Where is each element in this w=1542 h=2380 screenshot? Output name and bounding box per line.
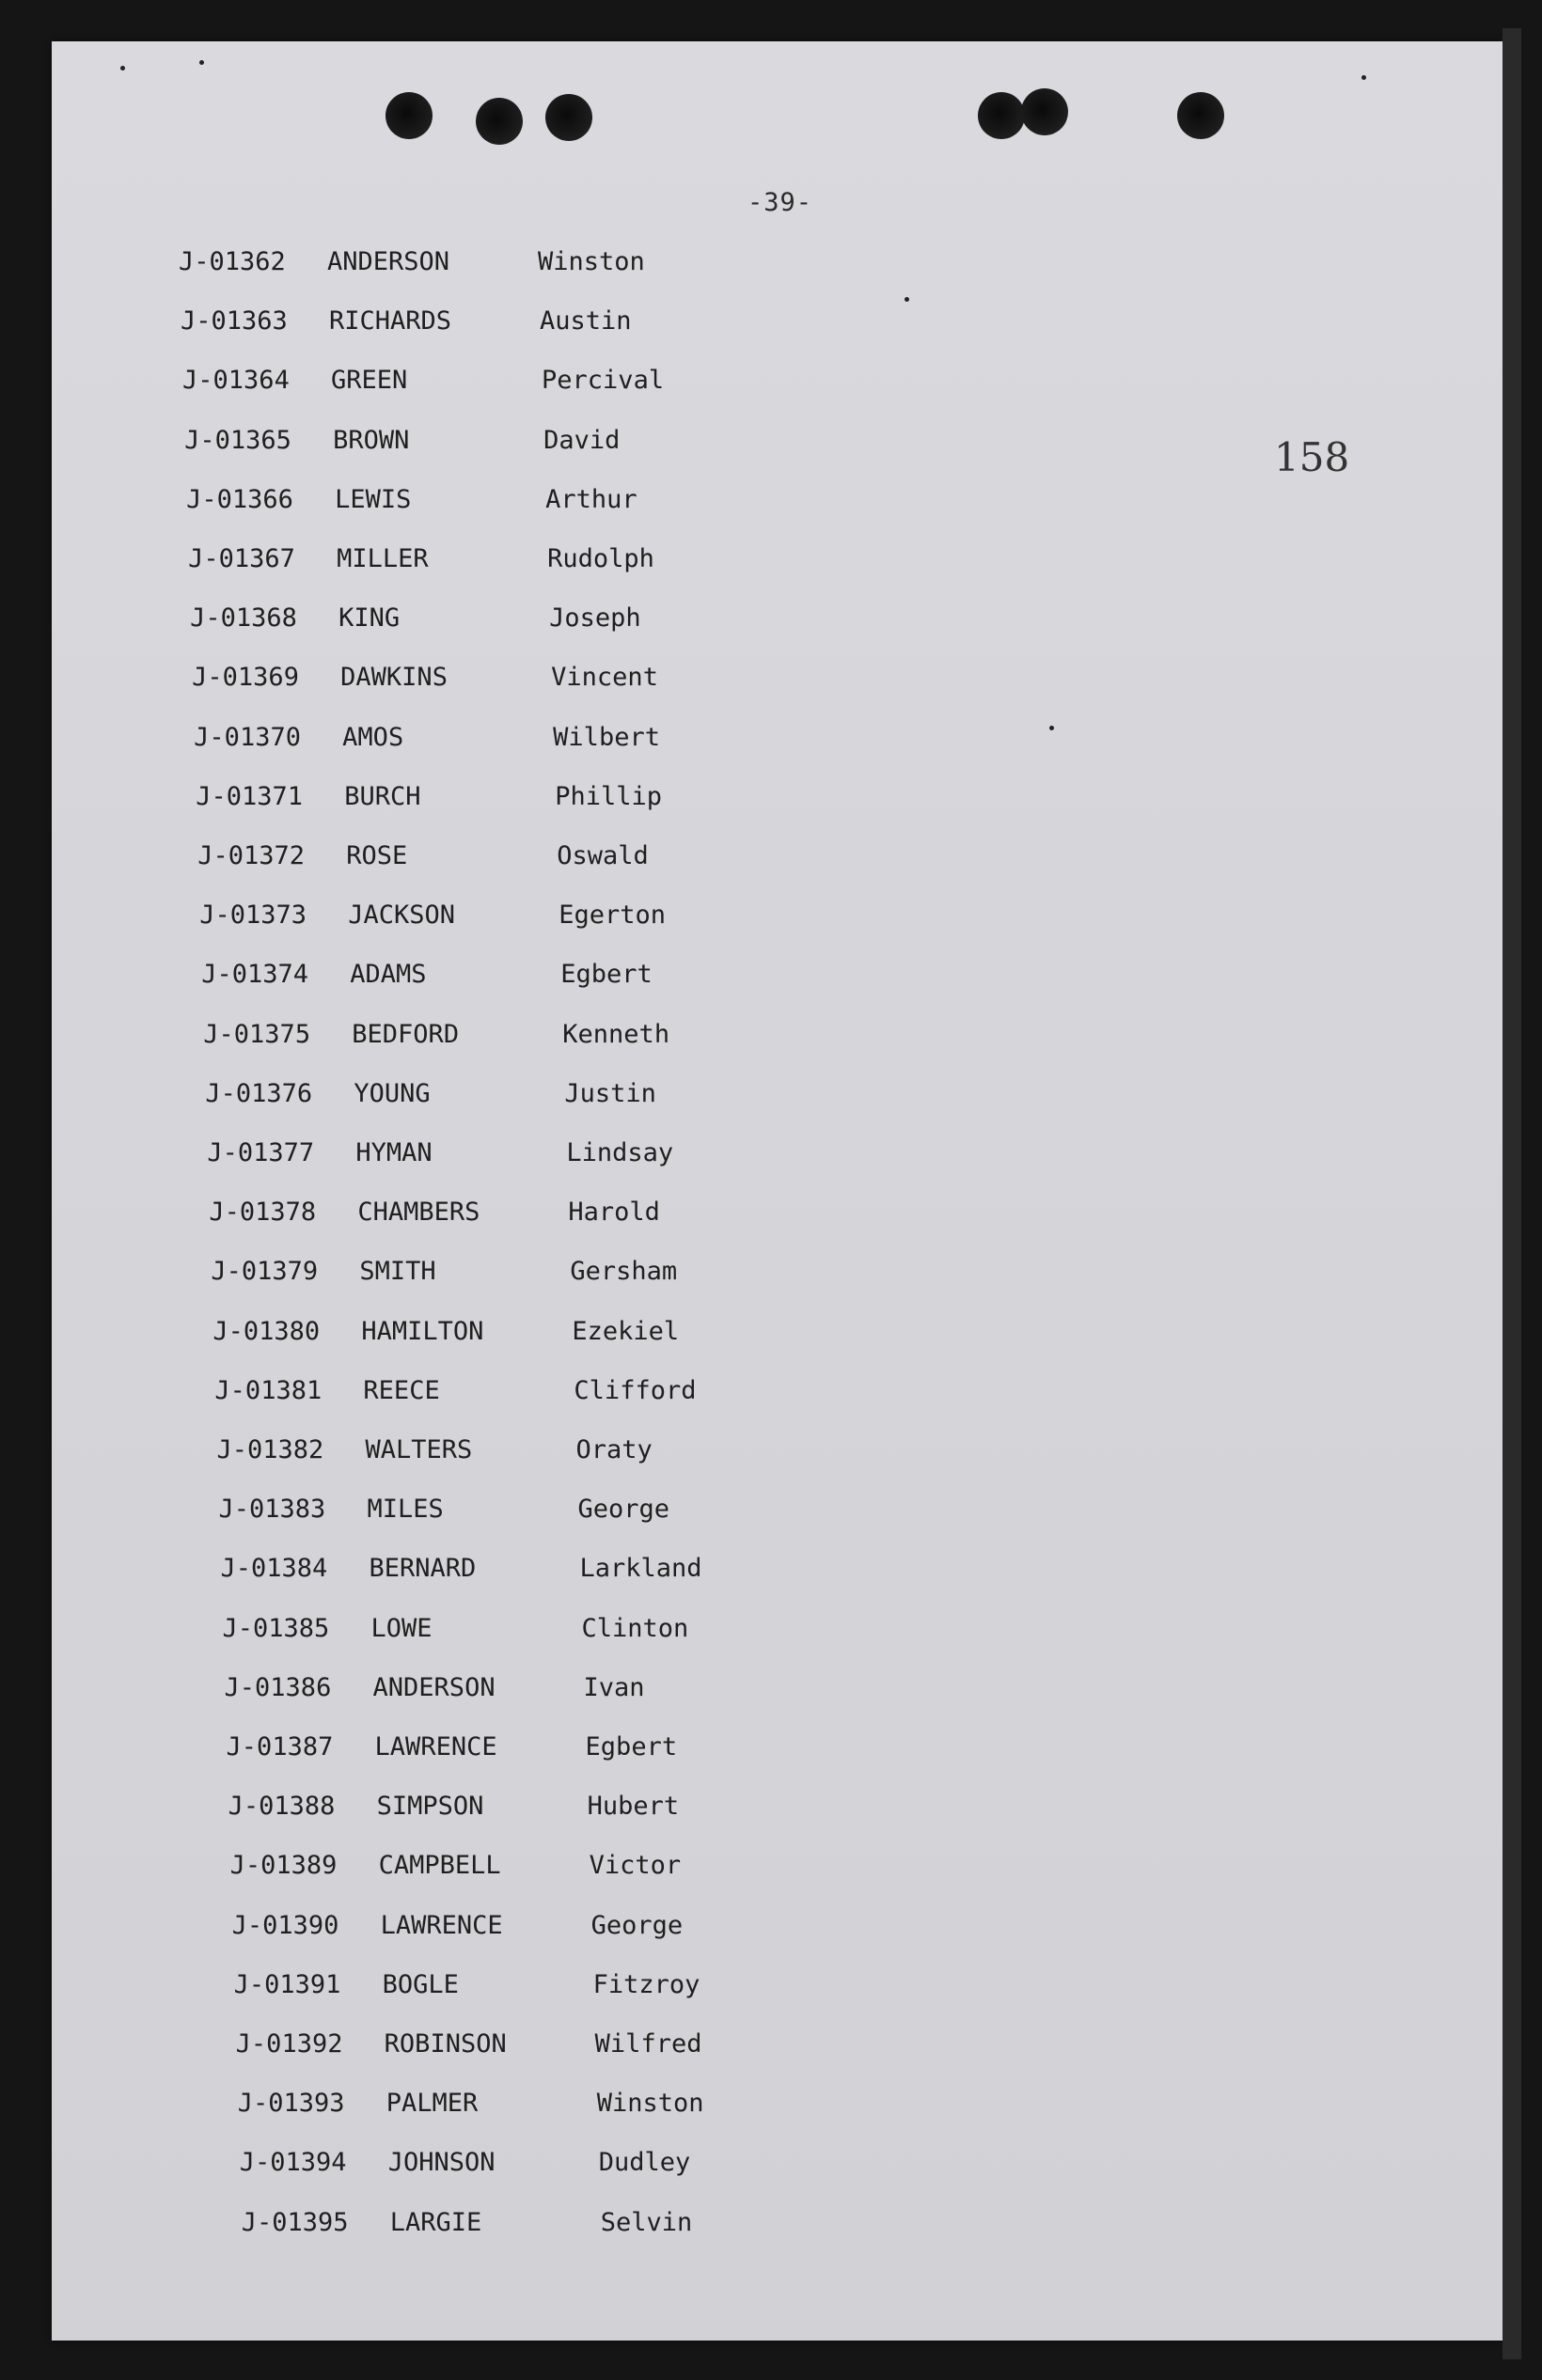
record-given-name: Ivan: [583, 1672, 645, 1702]
record-surname: HYMAN: [355, 1138, 433, 1167]
record-surname: CAMPBELL: [378, 1851, 501, 1881]
record-id: J-01362: [179, 247, 286, 276]
record-surname: JOHNSON: [387, 2148, 496, 2178]
record-surname: LOWE: [370, 1613, 433, 1643]
record-given-name: David: [543, 425, 621, 455]
record-surname: BEDFORD: [352, 1019, 460, 1049]
record-given-name: Clinton: [581, 1613, 689, 1643]
record-surname: LAWRENCE: [380, 1910, 503, 1940]
record-given-name: Austin: [540, 306, 632, 337]
record-id: J-01394: [239, 2148, 347, 2178]
record-id: J-01376: [205, 1078, 313, 1108]
record-given-name: George: [577, 1495, 670, 1525]
record-id: J-01364: [182, 366, 290, 396]
record-id: J-01371: [196, 781, 303, 811]
record-id: J-01387: [226, 1732, 334, 1762]
record-given-name: Rudolph: [547, 544, 654, 573]
record-id: J-01384: [220, 1554, 328, 1584]
record-id: J-01382: [216, 1435, 324, 1464]
record-id: J-01367: [188, 544, 295, 573]
record-id: J-01372: [197, 841, 306, 870]
record-given-name: Selvin: [600, 2207, 693, 2237]
record-given-name: Joseph: [549, 603, 641, 634]
record-given-name: Winston: [538, 247, 645, 276]
record-surname: ROBINSON: [384, 2029, 507, 2059]
record-id: J-01392: [235, 2029, 343, 2059]
record-surname: LAWRENCE: [374, 1732, 497, 1762]
record-given-name: Ezekiel: [572, 1316, 680, 1346]
record-surname: MILES: [367, 1495, 444, 1525]
record-id: J-01370: [194, 722, 301, 752]
record-id: J-01389: [229, 1851, 338, 1881]
record-given-name: Dudley: [598, 2148, 691, 2178]
record-surname: SIMPSON: [376, 1792, 484, 1822]
page-number: -39-: [747, 188, 813, 217]
record-surname: DAWKINS: [340, 663, 448, 693]
record-id: J-01363: [181, 306, 288, 337]
record-id: J-01388: [228, 1792, 336, 1822]
record-surname: KING: [338, 603, 401, 634]
record-id: J-01378: [209, 1198, 317, 1228]
record-id: J-01381: [214, 1375, 323, 1405]
record-given-name: Clifford: [574, 1375, 697, 1405]
record-surname: SMITH: [359, 1257, 436, 1287]
stamp-number: 158: [1274, 434, 1350, 480]
record-given-name: Harold: [568, 1198, 660, 1228]
record-id: J-01369: [192, 663, 299, 693]
record-surname: BURCH: [344, 781, 421, 811]
record-id: J-01368: [190, 603, 297, 634]
record-given-name: Kenneth: [562, 1019, 670, 1049]
record-id: J-01375: [203, 1019, 311, 1049]
record-surname: BROWN: [333, 425, 410, 455]
record-surname: BERNARD: [369, 1554, 477, 1584]
record-id: J-01366: [186, 484, 293, 514]
record-given-name: Gersham: [570, 1257, 678, 1287]
record-given-name: Oswald: [557, 841, 649, 870]
record-surname: ANDERSON: [327, 247, 450, 276]
record-given-name: Percival: [542, 366, 665, 396]
record-surname: HAMILTON: [361, 1316, 484, 1346]
record-surname: JACKSON: [348, 900, 456, 931]
record-given-name: Victor: [589, 1851, 682, 1881]
record-given-name: George: [590, 1910, 684, 1940]
record-id: J-01385: [222, 1613, 330, 1643]
record-given-name: Lindsay: [566, 1138, 674, 1167]
record-surname: MILLER: [337, 544, 429, 573]
record-id: J-01390: [231, 1910, 339, 1940]
record-surname: REECE: [363, 1375, 440, 1405]
record-given-name: Phillip: [555, 781, 662, 811]
record-surname: YOUNG: [354, 1078, 431, 1108]
record-id: J-01383: [218, 1495, 326, 1525]
record-id: J-01365: [184, 425, 291, 455]
record-given-name: Egbert: [560, 960, 653, 990]
record-id: J-01395: [241, 2207, 349, 2237]
record-given-name: Winston: [596, 2089, 704, 2119]
record-surname: WALTERS: [365, 1435, 473, 1464]
record-surname: BOGLE: [382, 1969, 459, 1999]
record-id: J-01393: [237, 2089, 345, 2119]
record-surname: LEWIS: [335, 484, 412, 514]
record-id: J-01391: [233, 1969, 341, 1999]
record-given-name: Wilfred: [594, 2029, 702, 2059]
record-id: J-01377: [207, 1138, 315, 1167]
record-given-name: Fitzroy: [592, 1969, 700, 1999]
record-surname: ANDERSON: [372, 1672, 496, 1702]
record-given-name: Larkland: [579, 1554, 702, 1584]
record-id: J-01386: [224, 1672, 332, 1702]
record-surname: RICHARDS: [329, 306, 452, 337]
record-id: J-01380: [212, 1316, 321, 1346]
record-surname: LARGIE: [389, 2207, 482, 2237]
record-given-name: Hubert: [587, 1792, 680, 1822]
record-given-name: Justin: [564, 1078, 656, 1108]
record-given-name: Arthur: [545, 484, 637, 514]
record-id: J-01373: [199, 900, 307, 931]
record-surname: AMOS: [342, 722, 404, 752]
record-surname: PALMER: [386, 2089, 479, 2119]
record-surname: ADAMS: [350, 960, 427, 990]
record-surname: ROSE: [346, 841, 408, 870]
record-given-name: Oraty: [575, 1435, 653, 1464]
record-given-name: Egbert: [585, 1732, 678, 1762]
record-id: J-01374: [201, 960, 309, 990]
record-given-name: Vincent: [551, 663, 658, 693]
record-given-name: Wilbert: [553, 722, 660, 752]
record-id: J-01379: [211, 1257, 319, 1287]
record-given-name: Egerton: [559, 900, 667, 931]
record-surname: GREEN: [331, 366, 408, 396]
record-surname: CHAMBERS: [357, 1198, 480, 1228]
